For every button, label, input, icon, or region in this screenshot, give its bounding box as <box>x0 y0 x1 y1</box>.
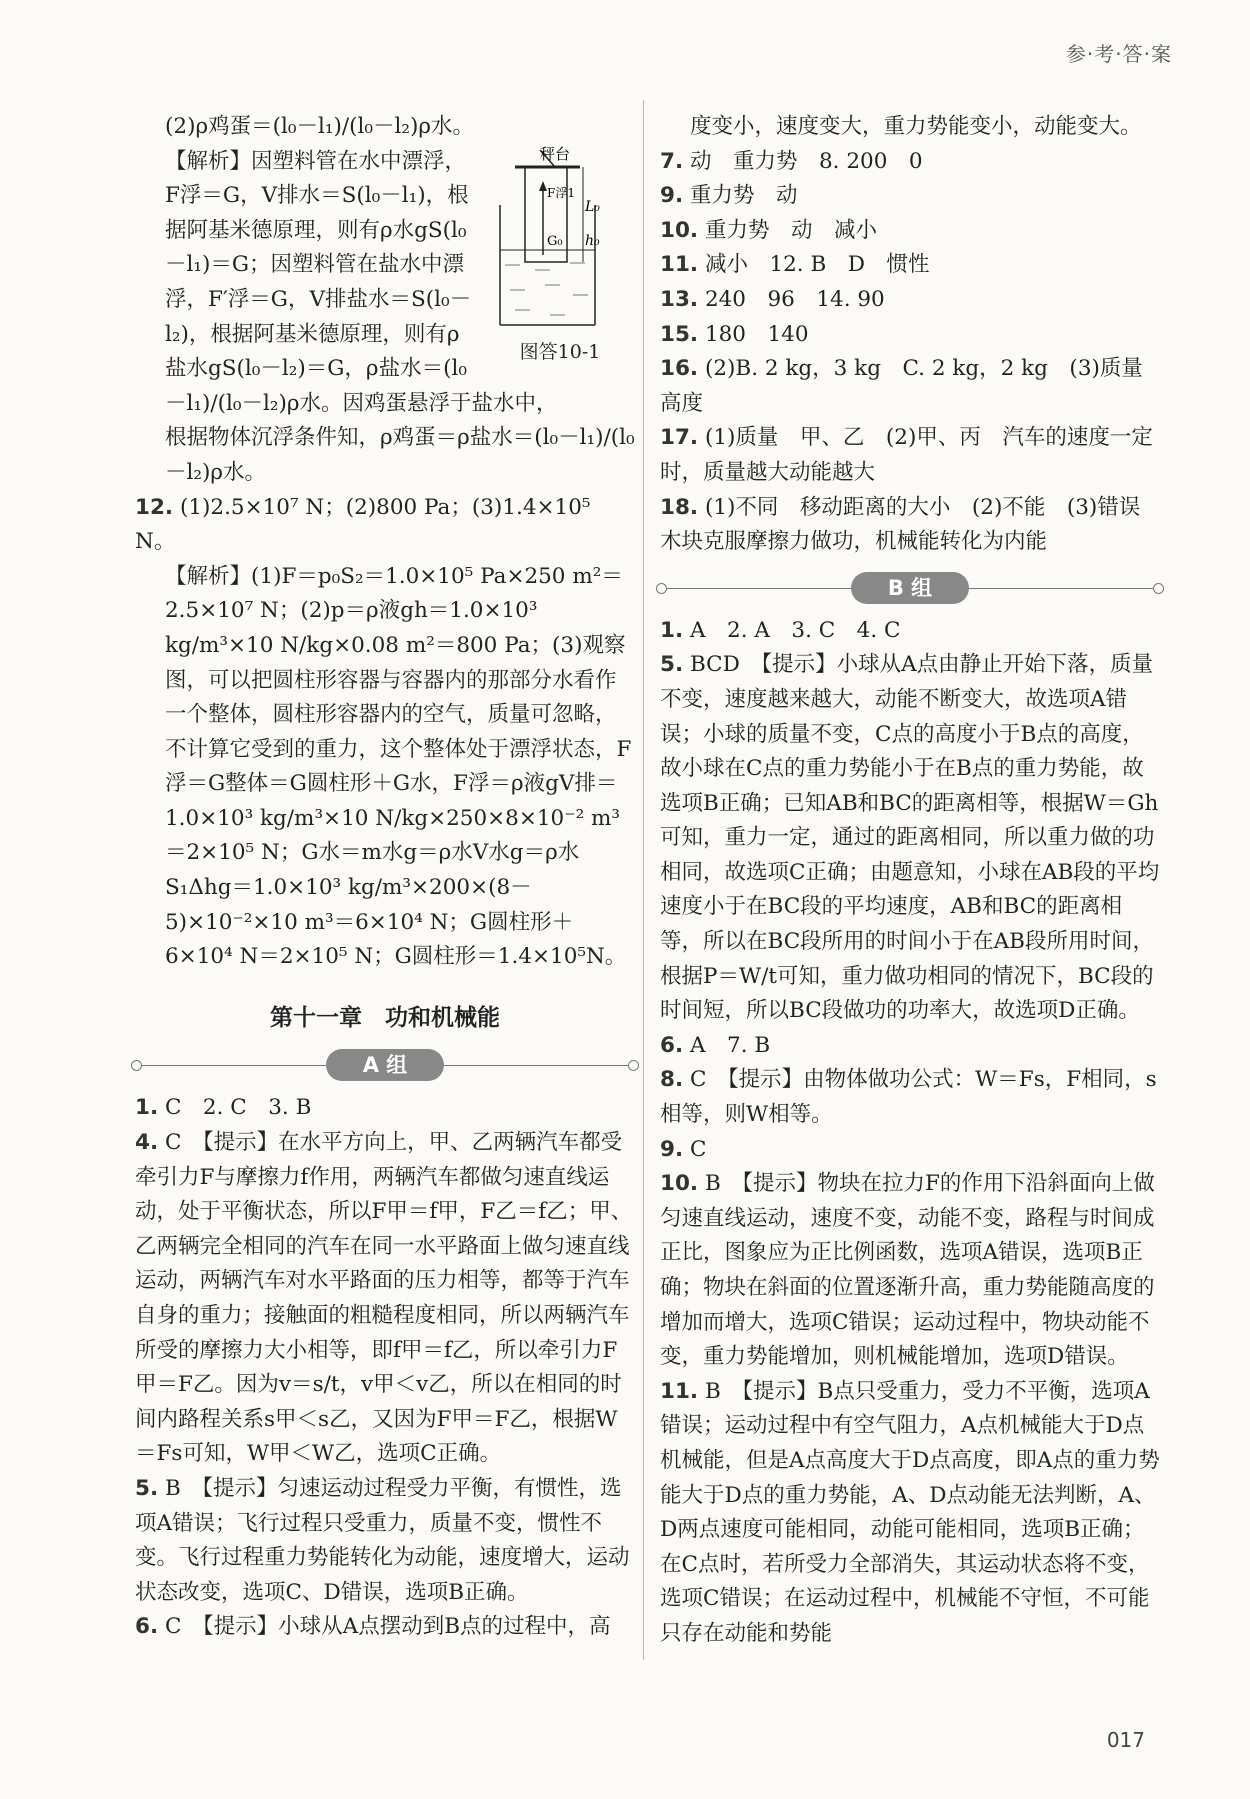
chapter-title: 第十一章 功和机械能 <box>270 1004 500 1031</box>
figure-10-1 <box>485 145 635 370</box>
page-header: 参·考·答·案 <box>1065 42 1172 66</box>
answer-11-conclusion: 根据物体沉浮条件知，ρ鸡蛋＝ρ盐水＝(l₀－l₁)/(l₀－l₂)ρ水。 <box>165 425 635 485</box>
group-a-header <box>135 1043 635 1087</box>
list-item: 16. (2)B. 2 kg，3 kg C. 2 kg，2 kg (3)质量 高度 <box>660 356 1165 416</box>
list-item: 11. 减小 12. B D 惯性 <box>660 252 930 278</box>
answer-12 <box>135 491 635 560</box>
answer-11-explanation: 【解析】因塑料管在水中漂浮，F浮＝G，V排水＝S(l₀－l₁)，根据阿基米德原理，则有ρ水gS(l₀－l₁)＝G；因塑料管在盐水中漂浮，F′浮＝G，V排盐水＝S(l₀－l₂)，根据阿基米德原理，则有ρ盐水gS(l₀－l₂)＝G，ρ盐水＝(l₀－l₁)/(l₀－l₂)ρ水。因鸡蛋悬浮于盐水中， <box>165 148 558 416</box>
label-l0: L₀ <box>585 198 600 215</box>
label-g: G₀ <box>547 233 563 249</box>
list-item: 17. (1)质量 甲、乙 (2)甲、丙 汽车的速度一定时，质量越大动能越大 <box>660 425 1153 485</box>
column-divider <box>643 100 644 1660</box>
group-b-header <box>660 566 1160 610</box>
question-number: 12. <box>135 494 174 520</box>
label-h0: h₀ <box>585 232 600 249</box>
list-item: 15. 180 140 <box>660 321 809 347</box>
list-item: 18. (1)不同 移动距离的大小 (2)不能 (3)错误 木块克服摩擦力做功，机械能转化为内能 <box>660 494 1162 555</box>
list-item: 11. B 【提示】B点只受重力，受力不平衡，选项A错误；运动过程中有空气阻力，A点机械能大于D点机械能，但是A点高度大于D点高度，即A点的重力势能大于D点的重力势能，A、D点动能无法判断，A、D两点速度可能相同，动能可能相同，选项B正确；在C点时，若所受力全部消失，其运动状态将不变，选项C错误；在运动过程中，机械能不守恒，不可能只存在动能和势能 <box>660 1378 1160 1646</box>
answer-11-part2: (2)ρ鸡蛋＝(l₀－l₁)/(l₀－l₂)ρ水。 <box>165 114 475 139</box>
list-item: 13. 240 96 14. 90 <box>660 286 885 312</box>
left-column <box>135 110 635 1645</box>
list-item: 5. B 【提示】匀速运动过程受力平衡，有惯性，选项A错误；飞行过程只受重力，质量不变，惯性不变。飞行过程重力势能转化为动能，速度增大，运动状态改变，选项C、D错误，选项B正确。 <box>135 1475 630 1605</box>
answer-6-continued: 度变小，速度变大，重力势能变小，动能变大。 <box>690 114 1142 139</box>
page-number: 017 <box>1106 1728 1145 1752</box>
list-item: 6. C 【提示】小球从A点摆动到B点的过程中，高 <box>135 1614 611 1640</box>
list-item: 8. C 【提示】由物体做功公式：W＝Fs，F相同，s相等，则W相等。 <box>660 1067 1157 1128</box>
list-item: 5. BCD 【提示】小球从A点由静止开始下落，质量不变，速度越来越大，动能不断变大，故选项A错误；小球的质量不变，C点的高度小于B点的高度，故小球在C点的重力势能小于在B点的重力势能，故选项B正确；已知AB和BC的距离相等，根据W＝Gh可知，重力一定，通过的距离相同，所以重力做的功相同，故选项C正确；由题意知，小球在AB段的平均速度小于在BC段的平均速度，AB和BC的距离相等，所以在BC段所用的时间小于在AB段所用时间，根据P＝W/t可知，重力做功相同的情况下，BC段的时间短，所以BC段做功的功率大，故选项D正确。 <box>660 652 1160 1024</box>
group-b-label: B 组 <box>851 572 969 604</box>
list-item: 10. 重力势 动 减小 <box>660 217 877 243</box>
group-a-label: A 组 <box>326 1049 444 1081</box>
right-column <box>660 110 1165 1652</box>
list-item: 10. B 【提示】物块在拉力F的作用下沿斜面向上做匀速直线运动，速度不变，动能不变，路程与时间成正比，图象应为正比例函数，选项A错误，选项B正确；物块在斜面的位置逐渐升高，重力势能随高度的增加而增大，选项C错误；运动过程中，物块动能不变，重力势能增加，则机械能增加，选项D错误。 <box>660 1171 1155 1370</box>
answer-12-explanation: 【解析】(1)F＝p₀S₂＝1.0×10⁵ Pa×250 m²＝2.5×10⁷ N；(2)p＝ρ液gh＝1.0×10³ kg/m³×10 N/kg×0.08 m²＝800 Pa；(3)观察图，可以把圆柱形容器与容器内的那部分水看作一个整体，圆柱形容器内的空气，质量可忽略，不计算它受到的重力，这个整体处于漂浮状态，F浮＝G整体＝G圆柱形＋G水，F浮＝ρ液gV排＝1.0×10³ kg/m³×10 N/kg×250×8×10⁻² m³＝2×10⁵ N；G水＝m水g＝ρ水V水g＝ρ水S₁Δhg＝1.0×10³ kg/m³×200×(8－5)×10⁻²×10 m³＝6×10⁴ N；G圆柱形＋6×10⁴ N＝2×10⁵ N；G圆柱形＝1.4×10⁵N。 <box>165 563 632 970</box>
answer-12-text: (1)2.5×10⁷ N；(2)800 Pa；(3)1.4×10⁵ N。 <box>135 494 591 555</box>
figure-caption: 图答10-1 <box>519 340 601 363</box>
list-item: 9. C <box>660 1136 707 1162</box>
list-item: 1. C 2. C 3. B <box>135 1095 312 1121</box>
list-item: 7. 动 重力势 8. 200 0 <box>660 148 923 174</box>
list-item: 1. A 2. A 3. C 4. C <box>660 617 901 643</box>
label-top: 秤台 <box>540 144 571 163</box>
list-item: 6. A 7. B <box>660 1032 771 1058</box>
list-item: 9. 重力势 动 <box>660 183 798 209</box>
label-f: F浮1 <box>547 185 575 200</box>
list-item: 4. C 【提示】在水平方向上，甲、乙两辆汽车都受牵引力F与摩擦力f作用，两辆汽车都做匀速直线运动，处于平衡状态，所以F甲＝f甲，F乙＝f乙；甲、乙两辆完全相同的汽车在同一水平路面上做匀速直线运动，两辆汽车对水平路面的压力相等，都等于汽车自身的重力；接触面的粗糙程度相同，所以两辆汽车所受的摩擦力大小相等，即f甲＝f乙，所以牵引力F甲＝F乙。因为v＝s/t，v甲＜v乙，所以在相同的时间内路程关系s甲＜s乙，又因为F甲＝F乙，根据W＝Fs可知，W甲＜W乙，选项C正确。 <box>135 1130 633 1467</box>
buoyancy-diagram <box>485 145 635 335</box>
